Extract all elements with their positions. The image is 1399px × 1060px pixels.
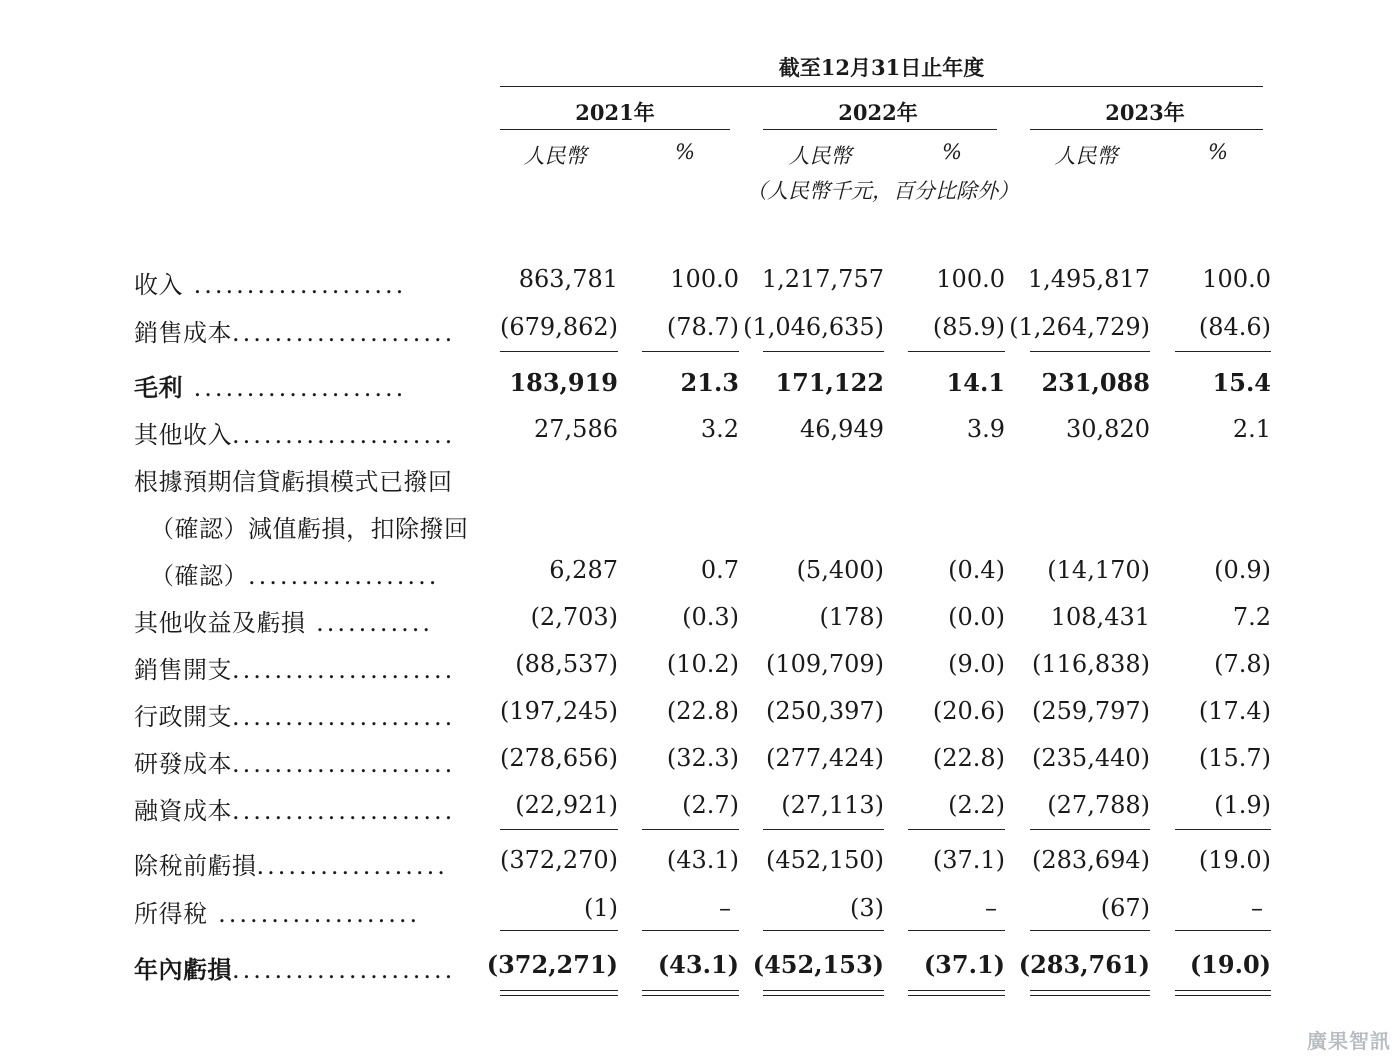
watermark-logo: 廣果智訊 xyxy=(1307,1029,1391,1053)
cell: (283,761) xyxy=(1018,950,1150,979)
cell: (0.3) xyxy=(682,603,739,631)
cell: (197,245) xyxy=(500,697,618,725)
cell: (19.0) xyxy=(1198,846,1271,874)
cell: – xyxy=(985,894,997,922)
total-double-rule xyxy=(908,990,1005,996)
cell: (250,397) xyxy=(766,697,884,725)
subtotal-rule xyxy=(1175,930,1271,931)
cell: – xyxy=(1251,894,1263,922)
cell: (22,921) xyxy=(515,791,618,819)
percent-header-2021: % xyxy=(675,140,695,164)
cell: 2.1 xyxy=(1232,415,1271,443)
cell: (15.7) xyxy=(1198,744,1271,772)
cell: (1.9) xyxy=(1214,791,1271,819)
subtotal-rule xyxy=(642,930,739,931)
cell: (32.3) xyxy=(666,744,739,772)
year-2022-rule xyxy=(763,129,997,130)
cell: (9.0) xyxy=(948,650,1005,678)
subtotal-rule xyxy=(1175,351,1271,352)
subtotal-rule xyxy=(500,930,618,931)
cell: 100.0 xyxy=(1202,265,1271,293)
cell: (17.4) xyxy=(1198,697,1271,725)
cell: 14.1 xyxy=(946,368,1005,397)
cell: 3.2 xyxy=(700,415,739,443)
total-double-rule xyxy=(1175,990,1271,996)
subtotal-rule xyxy=(1030,930,1150,931)
cell: (1) xyxy=(584,894,618,922)
cell: (3) xyxy=(850,894,884,922)
year-2023: 2023年 xyxy=(1105,100,1185,125)
cell: (20.6) xyxy=(932,697,1005,725)
percent-header-2022: % xyxy=(942,140,962,164)
cell: (1,046,635) xyxy=(743,313,884,341)
cell: 100.0 xyxy=(936,265,1005,293)
subtotal-rule xyxy=(642,829,739,830)
cell: (22.8) xyxy=(666,697,739,725)
row-label-selling-expenses: 銷售開支..................... xyxy=(134,656,456,684)
cell: (37.1) xyxy=(923,950,1005,979)
cell: (27,788) xyxy=(1047,791,1150,819)
subtotal-rule xyxy=(1030,351,1150,352)
cell: (235,440) xyxy=(1032,744,1150,772)
year-2021: 2021年 xyxy=(575,100,655,125)
period-title: 截至12月31日止年度 xyxy=(778,55,985,80)
row-label-impairment-line2: （確認）減值虧損，扣除撥回 xyxy=(150,515,469,543)
cell: (43.1) xyxy=(666,846,739,874)
row-label-revenue: 收入 .................... xyxy=(134,271,407,299)
percent-header-2023: % xyxy=(1208,140,1228,164)
year-2023-rule xyxy=(1030,129,1263,130)
cell: (37.1) xyxy=(932,846,1005,874)
row-label-impairment-line1: 根據預期信貸虧損模式已撥回 xyxy=(134,468,453,496)
subtotal-rule xyxy=(763,930,884,931)
cell: (2,703) xyxy=(530,603,618,631)
row-label-cost-of-sales: 銷售成本..................... xyxy=(134,319,456,347)
cell: (2.2) xyxy=(948,791,1005,819)
row-label-gross-profit: 毛利 .................... xyxy=(134,373,407,402)
currency-header-2023: 人民幣 xyxy=(1054,144,1118,168)
currency-header-2021: 人民幣 xyxy=(523,144,587,168)
cell: (452,153) xyxy=(752,950,884,979)
cell: (78.7) xyxy=(666,313,739,341)
cell: (88,537) xyxy=(515,650,618,678)
cell: (372,270) xyxy=(500,846,618,874)
cell: (2.7) xyxy=(682,791,739,819)
row-label-impairment-line3: （確認）.................. xyxy=(150,562,440,590)
total-double-rule xyxy=(642,990,739,996)
subtotal-rule xyxy=(763,351,884,352)
row-label-other-gains-losses: 其他收益及虧損 ........... xyxy=(134,609,434,637)
cell: (283,694) xyxy=(1032,846,1150,874)
subtotal-rule xyxy=(500,829,618,830)
subtotal-rule xyxy=(500,351,618,352)
currency-header-2022: 人民幣 xyxy=(788,144,852,168)
cell: 6,287 xyxy=(549,556,618,584)
row-label-rd-costs: 研發成本..................... xyxy=(134,750,456,778)
cell: (19.0) xyxy=(1189,950,1271,979)
total-double-rule xyxy=(1030,990,1150,996)
cell: (259,797) xyxy=(1032,697,1150,725)
cell: (14,170) xyxy=(1047,556,1150,584)
cell: 108,431 xyxy=(1050,603,1150,631)
cell: (27,113) xyxy=(781,791,884,819)
subtotal-rule xyxy=(908,829,1005,830)
row-label-finance-costs: 融資成本..................... xyxy=(134,797,456,825)
row-label-loss-for-year: 年內虧損..................... xyxy=(134,955,456,984)
cell: (22.8) xyxy=(932,744,1005,772)
cell: 21.3 xyxy=(680,368,739,397)
cell: 1,217,757 xyxy=(761,265,884,293)
year-2021-rule xyxy=(500,129,730,130)
cell: (1,264,729) xyxy=(1009,313,1150,341)
row-label-other-income: 其他收入..................... xyxy=(134,421,456,449)
cell: 7.2 xyxy=(1232,603,1271,631)
unit-note: （人民幣千元，百分比除外） xyxy=(746,179,1019,203)
subtotal-rule xyxy=(642,351,739,352)
row-label-loss-before-tax: 除稅前虧損.................. xyxy=(134,852,448,880)
cell: (85.9) xyxy=(932,313,1005,341)
cell: (116,838) xyxy=(1032,650,1150,678)
cell: 27,586 xyxy=(534,415,618,443)
cell: 46,949 xyxy=(800,415,884,443)
cell: 231,088 xyxy=(1041,368,1150,397)
cell: 0.7 xyxy=(700,556,739,584)
cell: (7.8) xyxy=(1214,650,1271,678)
cell: 1,495,817 xyxy=(1027,265,1150,293)
cell: (43.1) xyxy=(657,950,739,979)
cell: (278,656) xyxy=(500,744,618,772)
cell: (679,862) xyxy=(500,313,618,341)
cell: 15.4 xyxy=(1212,368,1271,397)
row-label-income-tax: 所得稅 ................... xyxy=(134,900,421,928)
cell: (372,271) xyxy=(486,950,618,979)
cell: (0.0) xyxy=(948,603,1005,631)
subtotal-rule xyxy=(1030,829,1150,830)
cell: (10.2) xyxy=(666,650,739,678)
header-rule xyxy=(500,86,1263,87)
cell: (178) xyxy=(819,603,884,631)
cell: (277,424) xyxy=(766,744,884,772)
cell: (109,709) xyxy=(766,650,884,678)
total-double-rule xyxy=(500,990,618,996)
cell: 100.0 xyxy=(670,265,739,293)
cell: (452,150) xyxy=(766,846,884,874)
subtotal-rule xyxy=(908,930,1005,931)
cell: (0.4) xyxy=(948,556,1005,584)
total-double-rule xyxy=(763,990,884,996)
subtotal-rule xyxy=(908,351,1005,352)
cell: 3.9 xyxy=(966,415,1005,443)
subtotal-rule xyxy=(763,829,884,830)
subtotal-rule xyxy=(1175,829,1271,830)
cell: (5,400) xyxy=(796,556,884,584)
cell: (67) xyxy=(1100,894,1150,922)
cell: (84.6) xyxy=(1198,313,1271,341)
cell: – xyxy=(719,894,731,922)
cell: 183,919 xyxy=(509,368,618,397)
cell: 863,781 xyxy=(518,265,618,293)
row-label-admin-expenses: 行政開支..................... xyxy=(134,703,456,731)
cell: 171,122 xyxy=(775,368,884,397)
cell: (0.9) xyxy=(1214,556,1271,584)
year-2022: 2022年 xyxy=(838,100,918,125)
cell: 30,820 xyxy=(1066,415,1150,443)
